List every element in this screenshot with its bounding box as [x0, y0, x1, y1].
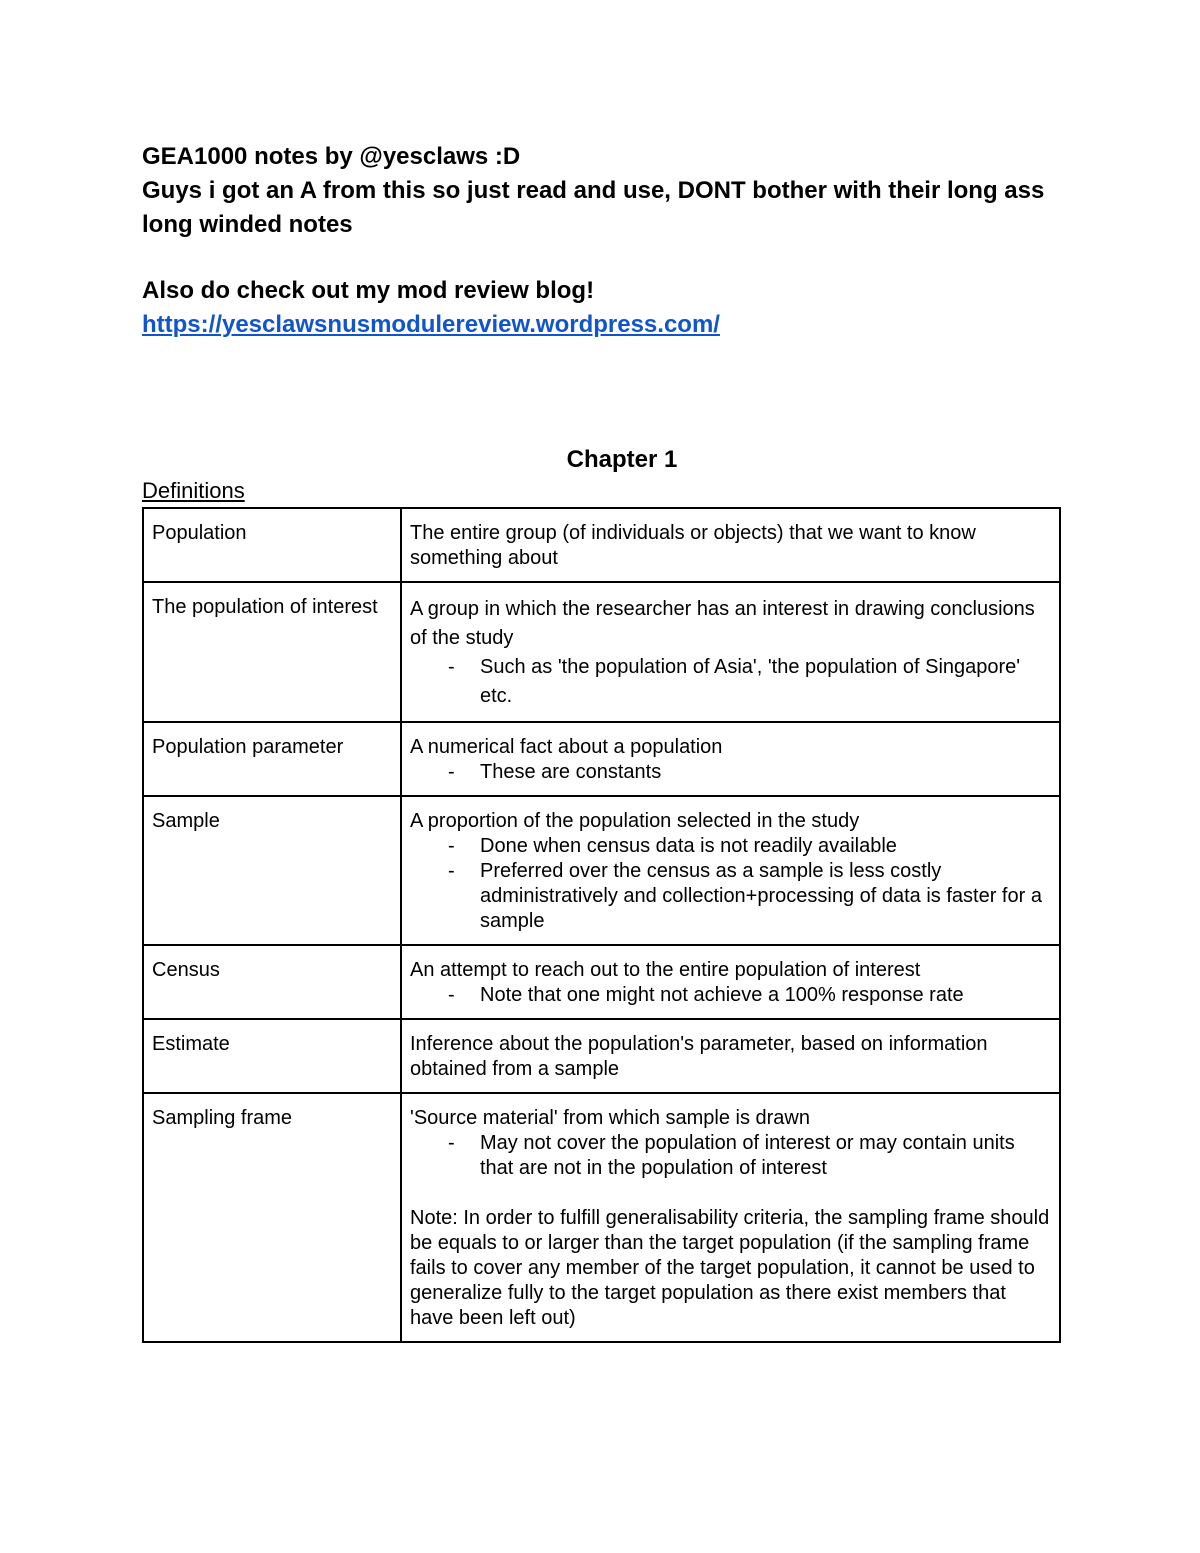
term-cell: Sampling frame	[143, 1093, 401, 1342]
definition-cell	[401, 582, 1060, 722]
list-item: - Done when census data is not readily available	[410, 834, 1051, 859]
term-cell: The population of interest	[143, 582, 401, 722]
table-row	[143, 1019, 1060, 1093]
chapter-title: Chapter 1	[566, 446, 678, 473]
definition-text: A group in which the researcher has an interest in drawing conclusions of the study	[410, 598, 1035, 649]
blog-prompt: Also do check out my mod review blog!	[142, 277, 595, 304]
definitions-table	[142, 507, 1061, 1343]
list-item: - May not cover the population of interest or may contain units that are not in the population of interest	[410, 1131, 1051, 1181]
term-cell: Estimate	[143, 1019, 401, 1093]
definition-text: The entire group (of individuals or objects) that we want to know something about	[410, 522, 976, 569]
intro-text: Guys i got an A from this so just read and use, DONT bother with their long ass long winded notes	[142, 177, 1045, 238]
definition-cell	[401, 945, 1060, 1019]
definition-text: An attempt to reach out to the entire population of interest	[410, 959, 921, 981]
table-row	[143, 582, 1060, 722]
definition-cell	[401, 796, 1060, 945]
table-row	[143, 796, 1060, 945]
document-header	[142, 140, 1060, 342]
definition-text: A proportion of the population selected in the study	[410, 810, 860, 832]
table-row	[143, 1093, 1060, 1342]
definition-cell	[401, 1019, 1060, 1093]
definition-text: A numerical fact about a population	[410, 736, 723, 758]
list-item: - These are constants	[410, 760, 1051, 785]
term-cell: Sample	[143, 796, 401, 945]
list-item: - Such as 'the population of Asia', 'the population of Singapore' etc.	[410, 653, 1051, 711]
list-item: - Note that one might not achieve a 100% response rate	[410, 983, 1051, 1008]
table-row	[143, 722, 1060, 796]
definition-note: Note: In order to fulfill generalisability criteria, the sampling frame should be equals to or larger than the target population (if the sampling frame fails to cover any member of the target population, it cannot be used to generalize fully to the target population as there exist members that have been left out)	[410, 1207, 1050, 1329]
definition-text: Inference about the population's parameter, based on information obtained from a sample	[410, 1033, 988, 1080]
term-cell: Population parameter	[143, 722, 401, 796]
list-item: - Preferred over the census as a sample is less costly administratively and collection+processing of data is faster for a sample	[410, 859, 1051, 934]
section-label: Definitions	[142, 478, 245, 503]
term-cell: Population	[143, 508, 401, 582]
term-cell: Census	[143, 945, 401, 1019]
definition-cell	[401, 1093, 1060, 1342]
definition-text: 'Source material' from which sample is drawn	[410, 1107, 810, 1129]
table-row	[143, 945, 1060, 1019]
blog-link[interactable]: https://yesclawsnusmodulereview.wordpress.com/	[142, 311, 720, 338]
document-title: GEA1000 notes by @yesclaws :D	[142, 143, 521, 170]
table-row	[143, 508, 1060, 582]
definition-cell	[401, 508, 1060, 582]
definition-cell	[401, 722, 1060, 796]
